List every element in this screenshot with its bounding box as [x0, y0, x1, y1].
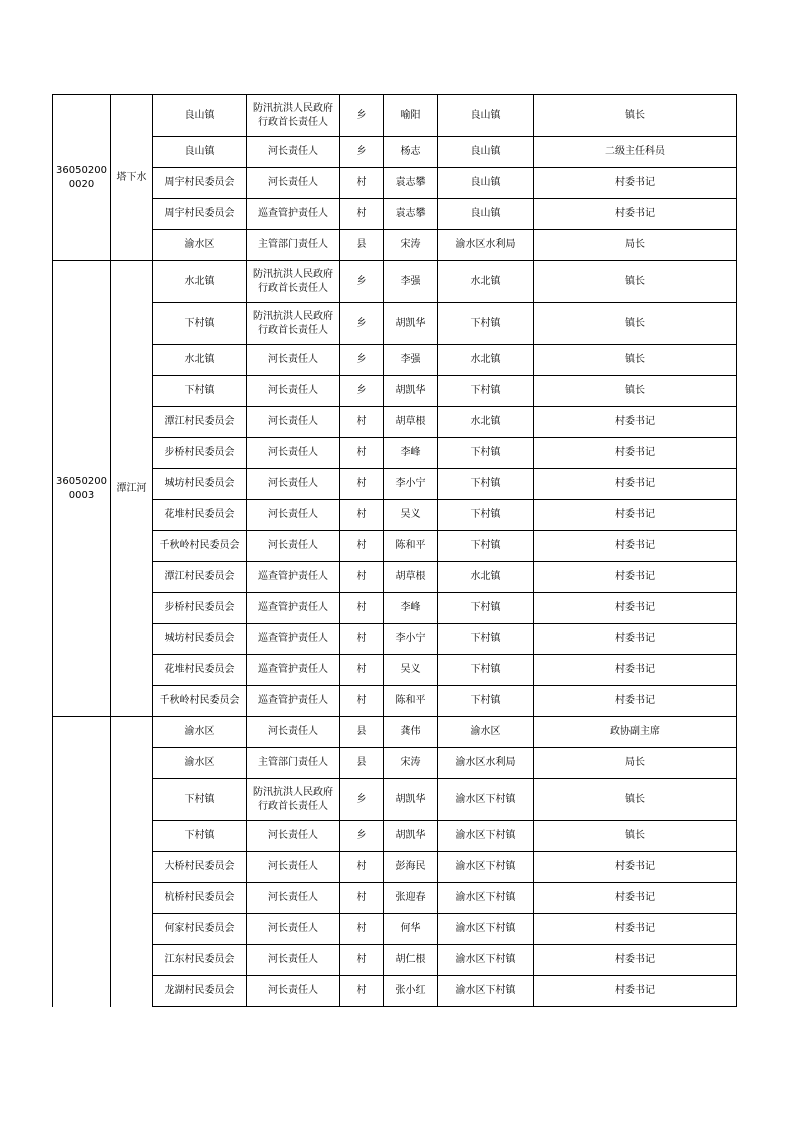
level-cell: 村 — [340, 914, 384, 945]
level-cell: 村 — [340, 500, 384, 531]
table-row — [53, 376, 737, 407]
title-cell: 村委书记 — [534, 655, 737, 686]
name-cell: 李峰 — [384, 438, 438, 469]
unit-cell: 花堆村民委员会 — [153, 500, 247, 531]
unit-cell: 何家村民委员会 — [153, 914, 247, 945]
role-cell: 河长责任人 — [247, 500, 340, 531]
role-cell: 巡查管护责任人 — [247, 624, 340, 655]
name-cell: 袁志攀 — [384, 199, 438, 230]
unit-cell: 千秋岭村民委员会 — [153, 531, 247, 562]
role-cell: 防汛抗洪人民政府行政首长责任人 — [247, 303, 340, 345]
level-cell: 村 — [340, 438, 384, 469]
table-row — [53, 914, 737, 945]
name-cell: 李小宁 — [384, 469, 438, 500]
org-cell: 良山镇 — [438, 168, 534, 199]
name-cell: 胡草根 — [384, 562, 438, 593]
river-name-cell: 塔下水 — [111, 95, 153, 261]
level-cell: 乡 — [340, 376, 384, 407]
unit-cell: 良山镇 — [153, 95, 247, 137]
org-cell: 渝水区 — [438, 717, 534, 748]
role-cell: 河长责任人 — [247, 345, 340, 376]
name-cell: 胡凯华 — [384, 376, 438, 407]
title-cell: 二级主任科员 — [534, 137, 737, 168]
level-cell: 县 — [340, 717, 384, 748]
river-code-cell — [53, 717, 111, 1007]
unit-cell: 水北镇 — [153, 345, 247, 376]
org-cell: 渝水区下村镇 — [438, 779, 534, 821]
title-cell: 村委书记 — [534, 531, 737, 562]
unit-cell: 水北镇 — [153, 261, 247, 303]
title-cell: 镇长 — [534, 821, 737, 852]
table-row — [53, 137, 737, 168]
role-cell: 河长责任人 — [247, 976, 340, 1007]
level-cell: 乡 — [340, 303, 384, 345]
name-cell: 胡草根 — [384, 407, 438, 438]
title-cell: 村委书记 — [534, 624, 737, 655]
level-cell: 村 — [340, 976, 384, 1007]
name-cell: 李强 — [384, 261, 438, 303]
table-row — [53, 531, 737, 562]
org-cell: 良山镇 — [438, 95, 534, 137]
level-cell: 乡 — [340, 345, 384, 376]
org-cell: 下村镇 — [438, 500, 534, 531]
org-cell: 水北镇 — [438, 407, 534, 438]
org-cell: 渝水区水利局 — [438, 230, 534, 261]
org-cell: 水北镇 — [438, 562, 534, 593]
title-cell: 镇长 — [534, 95, 737, 137]
title-cell: 镇长 — [534, 261, 737, 303]
name-cell: 张小红 — [384, 976, 438, 1007]
org-cell: 良山镇 — [438, 199, 534, 230]
org-cell: 水北镇 — [438, 261, 534, 303]
org-cell: 水北镇 — [438, 345, 534, 376]
title-cell: 镇长 — [534, 345, 737, 376]
org-cell: 下村镇 — [438, 655, 534, 686]
unit-cell: 周宇村民委员会 — [153, 168, 247, 199]
level-cell: 县 — [340, 748, 384, 779]
role-cell: 河长责任人 — [247, 469, 340, 500]
name-cell: 袁志攀 — [384, 168, 438, 199]
org-cell: 下村镇 — [438, 531, 534, 562]
role-cell: 巡查管护责任人 — [247, 562, 340, 593]
role-cell: 巡查管护责任人 — [247, 199, 340, 230]
unit-cell: 良山镇 — [153, 137, 247, 168]
table-row — [53, 717, 737, 748]
unit-cell: 杭桥村民委员会 — [153, 883, 247, 914]
name-cell: 李小宁 — [384, 624, 438, 655]
unit-cell: 下村镇 — [153, 376, 247, 407]
unit-cell: 千秋岭村民委员会 — [153, 686, 247, 717]
name-cell: 陈和平 — [384, 686, 438, 717]
unit-cell: 渝水区 — [153, 717, 247, 748]
table-row — [53, 469, 737, 500]
name-cell: 张迎春 — [384, 883, 438, 914]
title-cell: 村委书记 — [534, 883, 737, 914]
table-row — [53, 500, 737, 531]
org-cell: 下村镇 — [438, 469, 534, 500]
title-cell: 政协副主席 — [534, 717, 737, 748]
title-cell: 村委书记 — [534, 914, 737, 945]
role-cell: 巡查管护责任人 — [247, 655, 340, 686]
org-cell: 渝水区下村镇 — [438, 976, 534, 1007]
unit-cell: 步桥村民委员会 — [153, 438, 247, 469]
role-cell: 河长责任人 — [247, 407, 340, 438]
role-cell: 河长责任人 — [247, 821, 340, 852]
role-cell: 河长责任人 — [247, 376, 340, 407]
name-cell: 龚伟 — [384, 717, 438, 748]
org-cell: 下村镇 — [438, 624, 534, 655]
role-cell: 河长责任人 — [247, 137, 340, 168]
river-code-cell: 360502000020 — [53, 95, 111, 261]
level-cell: 乡 — [340, 261, 384, 303]
title-cell: 局长 — [534, 230, 737, 261]
org-cell: 渝水区下村镇 — [438, 852, 534, 883]
org-cell: 下村镇 — [438, 686, 534, 717]
role-cell: 河长责任人 — [247, 852, 340, 883]
table-row — [53, 199, 737, 230]
name-cell: 李强 — [384, 345, 438, 376]
table-row — [53, 562, 737, 593]
org-cell: 渝水区水利局 — [438, 748, 534, 779]
unit-cell: 城坊村民委员会 — [153, 469, 247, 500]
role-cell: 河长责任人 — [247, 438, 340, 469]
name-cell: 胡凯华 — [384, 779, 438, 821]
river-name-cell — [111, 717, 153, 1007]
level-cell: 村 — [340, 531, 384, 562]
level-cell: 乡 — [340, 137, 384, 168]
title-cell: 局长 — [534, 748, 737, 779]
unit-cell: 下村镇 — [153, 779, 247, 821]
title-cell: 镇长 — [534, 376, 737, 407]
unit-cell: 大桥村民委员会 — [153, 852, 247, 883]
table-row — [53, 883, 737, 914]
title-cell: 村委书记 — [534, 686, 737, 717]
org-cell: 渝水区下村镇 — [438, 914, 534, 945]
role-cell: 河长责任人 — [247, 883, 340, 914]
role-cell: 巡查管护责任人 — [247, 686, 340, 717]
table-row — [53, 261, 737, 303]
org-cell: 良山镇 — [438, 137, 534, 168]
title-cell: 村委书记 — [534, 469, 737, 500]
org-cell: 下村镇 — [438, 303, 534, 345]
title-cell: 村委书记 — [534, 852, 737, 883]
level-cell: 乡 — [340, 95, 384, 137]
role-cell: 主管部门责任人 — [247, 748, 340, 779]
river-code-cell: 360502000003 — [53, 261, 111, 717]
level-cell: 村 — [340, 624, 384, 655]
table-row — [53, 230, 737, 261]
name-cell: 宋涛 — [384, 748, 438, 779]
name-cell: 杨志 — [384, 137, 438, 168]
level-cell: 村 — [340, 168, 384, 199]
unit-cell: 花堆村民委员会 — [153, 655, 247, 686]
title-cell: 村委书记 — [534, 168, 737, 199]
table-row — [53, 779, 737, 821]
level-cell: 村 — [340, 945, 384, 976]
level-cell: 村 — [340, 469, 384, 500]
org-cell: 渝水区下村镇 — [438, 945, 534, 976]
role-cell: 防汛抗洪人民政府行政首长责任人 — [247, 95, 340, 137]
table-row — [53, 593, 737, 624]
unit-cell: 潭江村民委员会 — [153, 562, 247, 593]
name-cell: 胡仁根 — [384, 945, 438, 976]
table-row — [53, 95, 737, 137]
role-cell: 河长责任人 — [247, 945, 340, 976]
name-cell: 吴义 — [384, 500, 438, 531]
org-cell: 下村镇 — [438, 593, 534, 624]
role-cell: 巡查管护责任人 — [247, 593, 340, 624]
river-chief-table — [52, 94, 737, 1007]
level-cell: 乡 — [340, 821, 384, 852]
table-row — [53, 852, 737, 883]
table-row — [53, 821, 737, 852]
level-cell: 县 — [340, 230, 384, 261]
role-cell: 河长责任人 — [247, 168, 340, 199]
level-cell: 村 — [340, 593, 384, 624]
name-cell: 彭海民 — [384, 852, 438, 883]
table-row — [53, 345, 737, 376]
unit-cell: 周宇村民委员会 — [153, 199, 247, 230]
name-cell: 胡凯华 — [384, 821, 438, 852]
unit-cell: 龙湖村民委员会 — [153, 976, 247, 1007]
title-cell: 村委书记 — [534, 199, 737, 230]
table-row — [53, 655, 737, 686]
role-cell: 河长责任人 — [247, 717, 340, 748]
title-cell: 村委书记 — [534, 945, 737, 976]
org-cell: 渝水区下村镇 — [438, 821, 534, 852]
name-cell: 吴义 — [384, 655, 438, 686]
table-row — [53, 438, 737, 469]
river-name-cell: 潭江河 — [111, 261, 153, 717]
name-cell: 胡凯华 — [384, 303, 438, 345]
table-row — [53, 407, 737, 438]
table-row — [53, 686, 737, 717]
table-row — [53, 976, 737, 1007]
level-cell: 村 — [340, 852, 384, 883]
table-row — [53, 624, 737, 655]
name-cell: 李峰 — [384, 593, 438, 624]
title-cell: 村委书记 — [534, 407, 737, 438]
table-row — [53, 303, 737, 345]
title-cell: 村委书记 — [534, 500, 737, 531]
org-cell: 下村镇 — [438, 376, 534, 407]
table-row — [53, 748, 737, 779]
role-cell: 防汛抗洪人民政府行政首长责任人 — [247, 779, 340, 821]
name-cell: 何华 — [384, 914, 438, 945]
level-cell: 村 — [340, 655, 384, 686]
role-cell: 主管部门责任人 — [247, 230, 340, 261]
level-cell: 乡 — [340, 779, 384, 821]
unit-cell: 渝水区 — [153, 230, 247, 261]
level-cell: 村 — [340, 883, 384, 914]
unit-cell: 下村镇 — [153, 303, 247, 345]
title-cell: 村委书记 — [534, 438, 737, 469]
table-row — [53, 168, 737, 199]
title-cell: 村委书记 — [534, 976, 737, 1007]
level-cell: 村 — [340, 407, 384, 438]
role-cell: 河长责任人 — [247, 914, 340, 945]
table-row — [53, 945, 737, 976]
org-cell: 渝水区下村镇 — [438, 883, 534, 914]
title-cell: 村委书记 — [534, 593, 737, 624]
unit-cell: 下村镇 — [153, 821, 247, 852]
org-cell: 下村镇 — [438, 438, 534, 469]
unit-cell: 潭江村民委员会 — [153, 407, 247, 438]
table-body — [53, 95, 737, 1007]
unit-cell: 江东村民委员会 — [153, 945, 247, 976]
title-cell: 村委书记 — [534, 562, 737, 593]
unit-cell: 步桥村民委员会 — [153, 593, 247, 624]
name-cell: 喻阳 — [384, 95, 438, 137]
level-cell: 村 — [340, 686, 384, 717]
role-cell: 河长责任人 — [247, 531, 340, 562]
title-cell: 镇长 — [534, 779, 737, 821]
title-cell: 镇长 — [534, 303, 737, 345]
level-cell: 村 — [340, 199, 384, 230]
unit-cell: 城坊村民委员会 — [153, 624, 247, 655]
level-cell: 村 — [340, 562, 384, 593]
unit-cell: 渝水区 — [153, 748, 247, 779]
name-cell: 宋涛 — [384, 230, 438, 261]
name-cell: 陈和平 — [384, 531, 438, 562]
role-cell: 防汛抗洪人民政府行政首长责任人 — [247, 261, 340, 303]
